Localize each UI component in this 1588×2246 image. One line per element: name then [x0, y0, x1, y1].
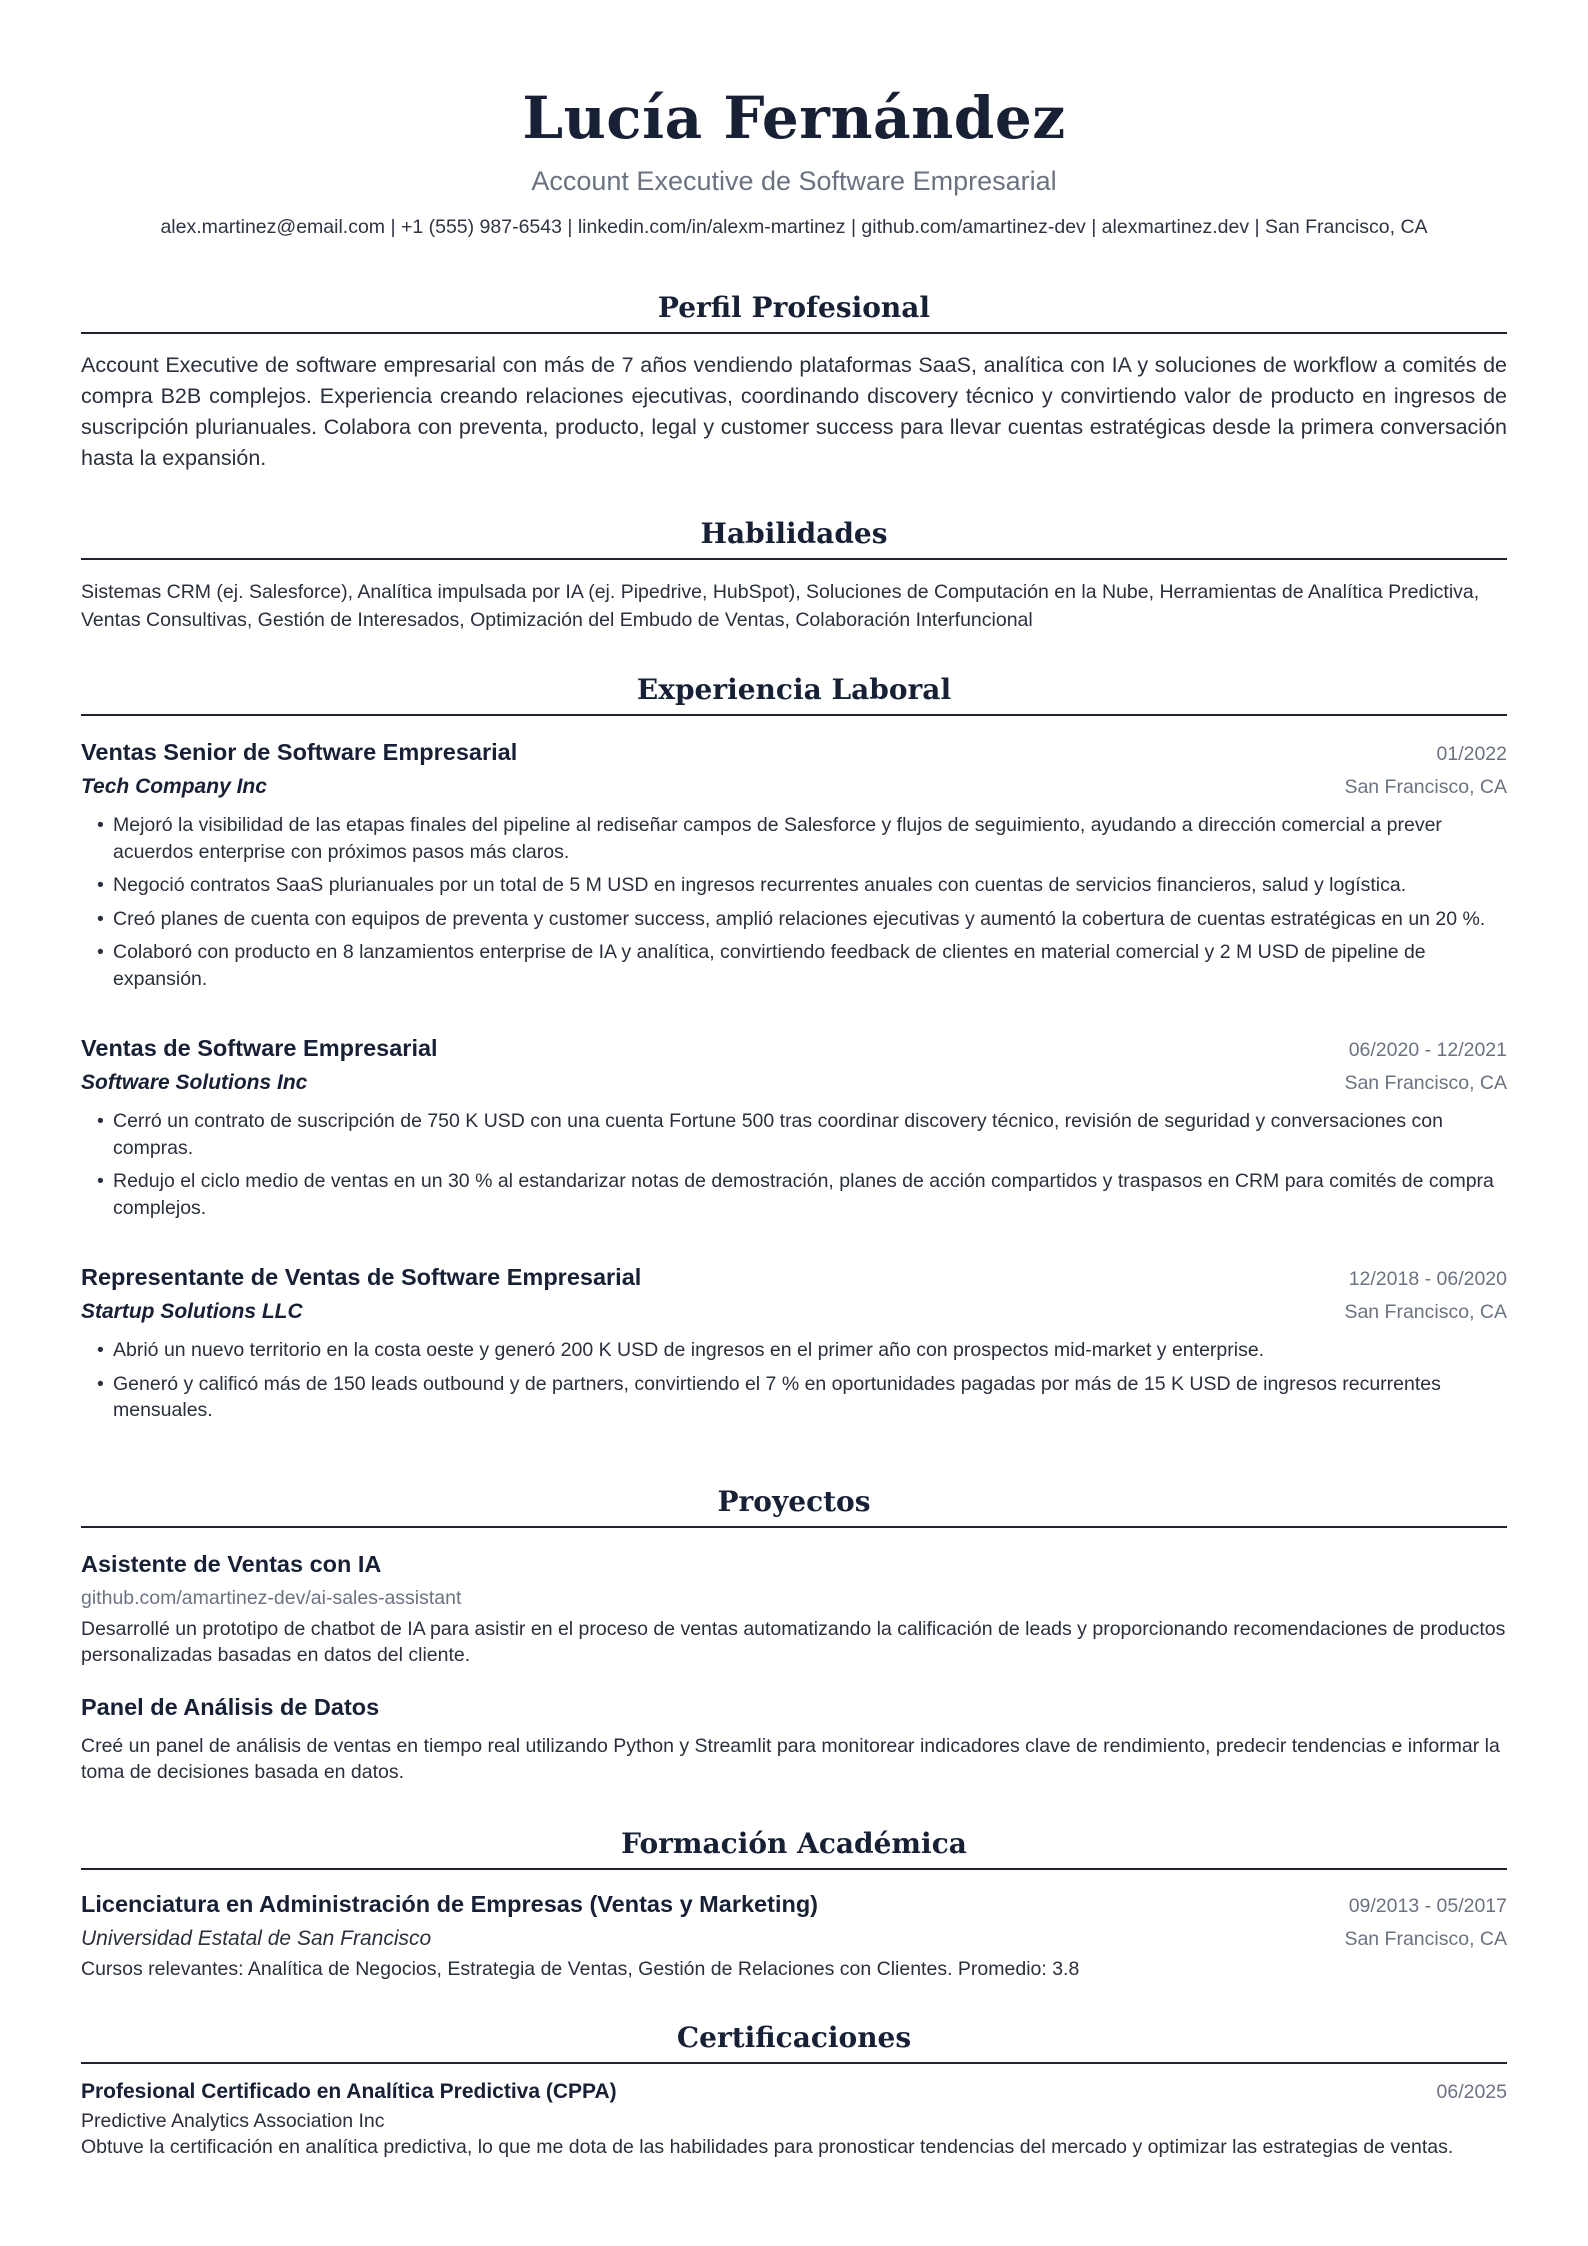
education-school-row — [81, 1920, 1507, 1954]
experience-section — [81, 672, 1507, 1424]
education-section — [81, 1826, 1507, 1982]
certification-entry — [81, 2078, 1507, 2161]
job-location: San Francisco, CA — [1344, 776, 1507, 798]
experience-heading: Experiencia Laboral — [81, 672, 1507, 716]
candidate-name: Lucía Fernández — [522, 84, 1066, 152]
certification-title: Profesional Certificado en Analítica Predictiva (CPPA) — [81, 2079, 617, 2103]
summary-text: Account Executive de software empresarial con más de 7 años vendiendo plataformas SaaS, analítica con IA y soluciones de workflow a comités de compra B2B complejos. Experiencia creando relaciones ejecutivas, coordinando discovery técnico y convirtiendo valor de producto en ingresos de suscripción plurianuales. Colabora con preventa, producto, legal y customer success para llevar cuentas estratégicas desde la primera conversación hasta la expansión. — [81, 353, 1507, 470]
skills-text: Sistemas CRM (ej. Salesforce), Analítica impulsada por IA (ej. Pipedrive, HubSpot), Soluciones de Computación en la Nube, Herramientas de Analítica Predictiva, Ventas Consultivas, Gestión de Interesados, Optimización del Embudo de Ventas, Colaboración Interfuncional — [81, 581, 1480, 631]
projects-section — [81, 1484, 1507, 1786]
contact-line: alex.martinez@email.com | +1 (555) 987-6543 | linkedin.com/in/alexm-martinez | github.com/amartinez-dev | alexmartinez.dev | San Francisco, CA — [160, 216, 1428, 238]
job-entry — [81, 736, 1507, 992]
job-date: 06/2020 - 12/2021 — [1348, 1039, 1507, 1061]
certifications-heading: Certificaciones — [81, 2020, 1507, 2064]
job-bullet: • Negoció contratos SaaS plurianuales por un total de 5 M USD en ingresos recurrentes anuales con cuentas de servicios financieros, salud y logística. — [113, 872, 1507, 899]
summary-heading: Perfil Profesional — [81, 290, 1507, 334]
education-entry — [81, 1888, 1507, 1982]
job-title: Ventas Senior de Software Empresarial — [81, 739, 518, 765]
job-company-row — [81, 1064, 1507, 1098]
job-location: San Francisco, CA — [1344, 1301, 1507, 1323]
job-bullet: • Colaboró con producto en 8 lanzamientos enterprise de IA y analítica, convirtiendo feedback de clientes en material comercial y 2 M USD de pipeline de expansión. — [113, 939, 1507, 992]
project-entry — [81, 1548, 1507, 1669]
project-entry — [81, 1691, 1507, 1786]
project-description: Creé un panel de análisis de ventas en tiempo real utilizando Python y Streamlit para monitorear indicadores clave de rendimiento, predecir tendencias e informar la toma de decisiones basada en datos. — [81, 1734, 1500, 1783]
job-company-row — [81, 1293, 1507, 1327]
job-company-row — [81, 768, 1507, 802]
school-location: San Francisco, CA — [1344, 1927, 1507, 1950]
job-date: 01/2022 — [1436, 743, 1507, 765]
certifications-section — [81, 2020, 1507, 2161]
education-date: 09/2013 - 05/2017 — [1348, 1894, 1507, 1917]
job-title: Ventas de Software Empresarial — [81, 1035, 438, 1061]
job-bullets — [81, 1108, 1507, 1221]
job-bullet: • Mejoró la visibilidad de las etapas finales del pipeline al rediseñar campos de Salesforce y flujos de seguimiento, ayudando a dirección comercial a prever acuerdos enterprise con próximos pasos más claros. — [113, 812, 1507, 865]
project-title: Asistente de Ventas con IA — [81, 1550, 382, 1577]
education-heading: Formación Académica — [81, 1826, 1507, 1870]
company-name: Startup Solutions LLC — [81, 1300, 303, 1323]
education-courses: Cursos relevantes: Analítica de Negocios, Estrategia de Ventas, Gestión de Relaciones con Clientes. Promedio: 3.8 — [81, 1957, 1080, 1980]
school-name: Universidad Estatal de San Francisco — [81, 1926, 432, 1950]
job-header-row — [81, 736, 1507, 768]
job-bullet: • Creó planes de cuenta con equipos de preventa y customer success, amplió relaciones ejecutivas y aumentó la cobertura de cuentas estratégicas en un 20 %. — [113, 906, 1507, 933]
project-title: Panel de Análisis de Datos — [81, 1693, 380, 1720]
projects-list — [81, 1548, 1507, 1786]
job-header-row — [81, 1032, 1507, 1064]
company-name: Software Solutions Inc — [81, 1071, 308, 1094]
summary-section — [81, 290, 1507, 474]
job-date: 12/2018 - 06/2020 — [1348, 1268, 1507, 1290]
job-entry — [81, 1261, 1507, 1424]
job-entry — [81, 1032, 1507, 1221]
skills-heading: Habilidades — [81, 516, 1507, 560]
job-bullet: • Abrió un nuevo territorio en la costa oeste y generó 200 K USD de ingresos en el primer año con prospectos mid-market y enterprise. — [113, 1337, 1507, 1364]
candidate-title: Account Executive de Software Empresarial — [531, 166, 1057, 196]
project-description: Desarrollé un prototipo de chatbot de IA para asistir en el proceso de ventas automatizando la calificación de leads y proporcionando recomendaciones de productos personalizadas basadas en datos del cliente. — [81, 1617, 1506, 1666]
company-name: Tech Company Inc — [81, 775, 267, 798]
job-location: San Francisco, CA — [1344, 1072, 1507, 1094]
job-bullet: • Generó y calificó más de 150 leads outbound y de partners, convirtiendo el 7 % en oportunidades pagadas por más de 15 K USD de ingresos recurrentes mensuales. — [113, 1371, 1507, 1424]
certification-issuer: Predictive Analytics Association Inc — [81, 2109, 385, 2132]
job-bullets — [81, 1337, 1507, 1424]
job-title: Representante de Ventas de Software Empresarial — [81, 1264, 642, 1290]
job-header-row — [81, 1261, 1507, 1293]
experience-list — [81, 736, 1507, 1424]
job-bullets — [81, 812, 1507, 992]
skills-section — [81, 516, 1507, 634]
certification-row — [81, 2078, 1507, 2106]
certification-date: 06/2025 — [1436, 2080, 1507, 2103]
resume-header — [81, 82, 1507, 240]
project-link: github.com/amartinez-dev/ai-sales-assistant — [81, 1586, 462, 1609]
projects-heading: Proyectos — [81, 1484, 1507, 1528]
job-bullet: • Cerró un contrato de suscripción de 750 K USD con una cuenta Fortune 500 tras coordinar discovery técnico, revisión de seguridad y conversaciones con compras. — [113, 1108, 1507, 1161]
certifications-list — [81, 2078, 1507, 2161]
education-row — [81, 1888, 1507, 1920]
degree-title: Licenciatura en Administración de Empresas (Ventas y Marketing) — [81, 1890, 819, 1917]
job-bullet: • Redujo el ciclo medio de ventas en un 30 % al estandarizar notas de demostración, planes de acción compartidos y traspasos en CRM para comités de compra complejos. — [113, 1168, 1507, 1221]
certification-description: Obtuve la certificación en analítica predictiva, lo que me dota de las habilidades para pronosticar tendencias del mercado y optimizar las estrategias de ventas. — [81, 2135, 1454, 2158]
